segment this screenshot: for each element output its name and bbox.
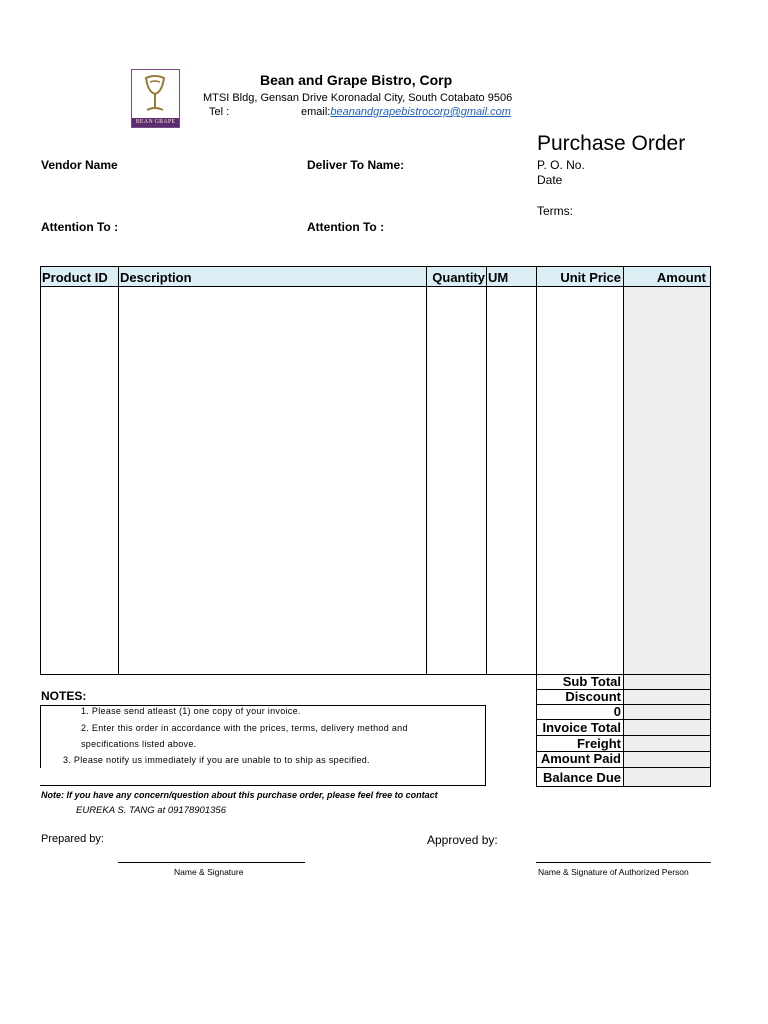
th-unit-price: Unit Price: [536, 266, 623, 287]
logo-band: BEAN GRAPE: [132, 118, 179, 127]
note-item: specifications listed above.: [81, 739, 197, 749]
po-number-label: P. O. No.: [537, 158, 585, 172]
attention-to-left: Attention To :: [41, 220, 119, 234]
wine-glass-icon: [132, 70, 179, 118]
company-name: Bean and Grape Bistro, Corp: [260, 72, 453, 88]
approved-signature-line: [536, 862, 711, 863]
balance-due-label: Balance Due: [542, 770, 621, 785]
deliver-to-label: Deliver To Name:: [307, 158, 405, 172]
left-signature-caption: Name & Signature: [174, 867, 244, 877]
freight-label: Freight: [576, 736, 621, 751]
discount-label: Discount: [565, 689, 621, 704]
th-product-id: Product ID: [40, 266, 118, 287]
company-logo: [131, 69, 180, 128]
th-amount: Amount: [623, 266, 710, 287]
prepared-by-label: Prepared by:: [41, 833, 104, 845]
sub-total-label: Sub Total: [562, 674, 621, 689]
contact-note: Note: If you have any concern/question about this purchase order, please feel free to contact: [41, 790, 438, 800]
note-item: 2. Enter this order in accordance with the prices, terms, delivery method and: [81, 723, 408, 733]
th-quantity: Quantity: [426, 266, 486, 287]
contact-person: EUREKA S. TANG at 09178901356: [76, 805, 226, 816]
approved-by-label: Approved by:: [427, 833, 498, 847]
attention-to-mid: Attention To :: [307, 220, 385, 234]
discount-value: 0: [613, 704, 621, 719]
terms-label: Terms:: [537, 204, 573, 218]
tel-label: Tel :: [209, 106, 230, 118]
right-signature-caption: Name & Signature of Authorized Person: [538, 867, 689, 877]
invoice-total-label: Invoice Total: [542, 720, 621, 735]
email-link[interactable]: beanandgrapebistrocorp@gmail.com: [330, 106, 511, 118]
email-row: [301, 106, 511, 118]
amount-paid-label: Amount Paid: [540, 751, 621, 766]
notes-heading: NOTES:: [41, 689, 87, 703]
date-label: Date: [537, 173, 563, 187]
prepared-signature-line: [118, 862, 305, 863]
email-label: email:: [301, 106, 331, 118]
company-address: MTSI Bldg, Gensan Drive Koronadal City, South Cotabato 9506: [203, 92, 513, 104]
th-um: UM: [486, 266, 536, 287]
vendor-name-label: Vendor Name: [41, 158, 118, 172]
note-item: 3. Please notify us immediately if you are unable to to ship as specified.: [63, 755, 370, 765]
th-description: Description: [118, 266, 426, 287]
amount-column-shade: [624, 287, 710, 674]
note-item: 1. Please send atleast (1) one copy of your invoice.: [81, 706, 301, 716]
page-title: Purchase Order: [537, 132, 686, 155]
